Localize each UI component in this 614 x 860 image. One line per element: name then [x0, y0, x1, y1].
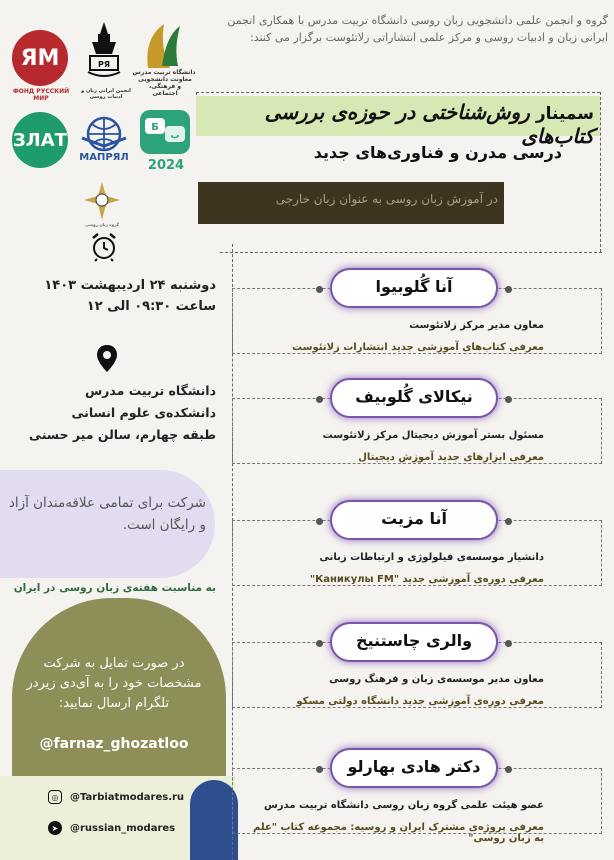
zlatoust-logo: ЗЛАТ	[12, 112, 68, 168]
speaker-name: والری چاستنیخ	[355, 631, 473, 650]
mapryal-logo	[78, 114, 130, 154]
location-line-1: دانشگاه تربیت مدرس	[84, 383, 216, 398]
divider-dashed	[600, 92, 601, 252]
speaker-topic: معرفی ابزارهای جدید آموزش دیجیتال	[358, 452, 544, 463]
speaker-name: آنا مزیت	[381, 509, 447, 528]
instagram-icon: ◎	[48, 790, 62, 804]
emblem-caption: گروه زبان روسی	[85, 222, 119, 227]
registration-telegram-id[interactable]: @farnaz_ghozatloo	[39, 736, 189, 752]
seminar-subtitle: در آموزش زبان روسی به عنوان زبان خارجی	[275, 192, 498, 206]
russian-society-caption: انجمن ایرانی زبان و ادبیات روسی	[81, 88, 131, 100]
divider-dashed	[196, 92, 600, 93]
event-location	[6, 380, 216, 446]
speaker-topic: معرفی دوره‌ی آموزشی جدید دانشگاه دولتی مسکو	[296, 696, 544, 707]
decorative-blue-arch	[190, 780, 238, 860]
speaker-role: معاون مدیر مرکز زلاتئوست	[409, 320, 544, 331]
title-bold: روش‌شناختی در حوزه‌ی بررسی کتاب‌های	[264, 100, 594, 148]
speaker-name: آنا گُلوبیوا	[375, 277, 453, 296]
svg-text:ب: ب	[170, 131, 180, 141]
registration-instructions: در صورت تمایل به شرکت مشخصات خود را به آی‌دی زیردر تلگرام ارسال نمایید:	[26, 656, 202, 712]
svg-text:دانشگاه تربیت مدرس: دانشگاه تربیت مدرس	[132, 69, 196, 76]
location-line-3: طبقه چهارم، سالن میر حسنی	[29, 426, 216, 442]
university-tower-logo	[84, 18, 124, 88]
location-line-2: دانشکده‌ی علوم انسانی	[71, 404, 216, 420]
chat-bubbles-logo	[140, 110, 190, 154]
russkiy-mir-logo: ЯМ	[12, 30, 68, 86]
seminar-title	[196, 100, 594, 148]
telegram-icon: ➤	[48, 821, 62, 835]
instagram-link[interactable]	[48, 790, 184, 804]
year-2024-label: 2024	[147, 158, 185, 173]
speaker-topic: معرفی دوره‌ی آموزشی جدید "Каникулы FM"	[309, 574, 544, 585]
tarbiat-modares-logo	[132, 18, 196, 76]
svg-text:PЯ: PЯ	[97, 60, 111, 69]
event-date: دوشنبه ۲۴ اردیبهشت ۱۴۰۳	[44, 278, 216, 293]
speaker-role: معاون مدیر موسسه‌ی زبان و فرهنگ روسی	[329, 674, 544, 685]
russkiy-mir-caption: ФОНД РУССКИЙ МИР	[12, 88, 70, 102]
speaker-topic: معرفی پروژه‌ی مشترک ایران و روسیه: مجموعه کتاب "علم به زبان روسی"	[253, 822, 544, 844]
tarbiat-modares-caption: معاونت دانشجویی و فرهنگی، اجتماعی	[138, 76, 192, 98]
divider-dashed	[220, 252, 602, 253]
location-pin-icon	[96, 344, 118, 374]
speaker-topic: معرفی کتاب‌های آموزشی جدید انتشارات زلاتئوست	[292, 342, 544, 353]
organizers-intro: گروه و انجمن علمی دانشجویی زبان روسی دانشگاه تربیت مدرس با همکاری انجمن ایرانی زبان و ادبیات روسی و مرکز علمی انتشاراتی زلاتئوست برگزار می کنند:	[227, 14, 608, 45]
title-prefix: سمینار	[535, 104, 594, 124]
free-attendance-notice: شرکت برای تمامی علاقه‌مندان آزاد و رایگان است.	[8, 495, 206, 534]
mapryal-caption: МАПРЯЛ	[79, 152, 129, 163]
event-time: ساعت ۰۹:۳۰ الی ۱۲	[86, 298, 216, 314]
speaker-role: مسئول بستر آموزش دیجیتال مرکز زلاتئوست	[322, 430, 544, 441]
instagram-handle: @Tarbiatmodares.ru	[70, 791, 185, 803]
occasion-label: به مناسبت هفته‌ی زبان روسی در ایران	[13, 582, 216, 594]
seminar-title-line-2: درسی مدرن و فناوری‌های جدید	[313, 143, 562, 162]
university-emblem-logo	[82, 180, 122, 222]
telegram-link[interactable]	[48, 821, 175, 835]
speaker-role: دانشیار موسسه‌ی فیلولوژی و ارتباطات زبانی	[319, 552, 544, 563]
speaker-name: دکتر هادی بهارلو	[347, 757, 481, 776]
telegram-handle: @russian_modares	[70, 822, 176, 834]
alarm-clock-icon	[89, 232, 119, 262]
svg-text:Б: Б	[151, 122, 159, 133]
speaker-name: نیکالای گُلوبیف	[355, 387, 473, 406]
event-datetime	[16, 276, 216, 318]
speaker-role: عضو هیئت علمی گروه زبان روسی دانشگاه تربیت مدرس	[264, 800, 544, 811]
